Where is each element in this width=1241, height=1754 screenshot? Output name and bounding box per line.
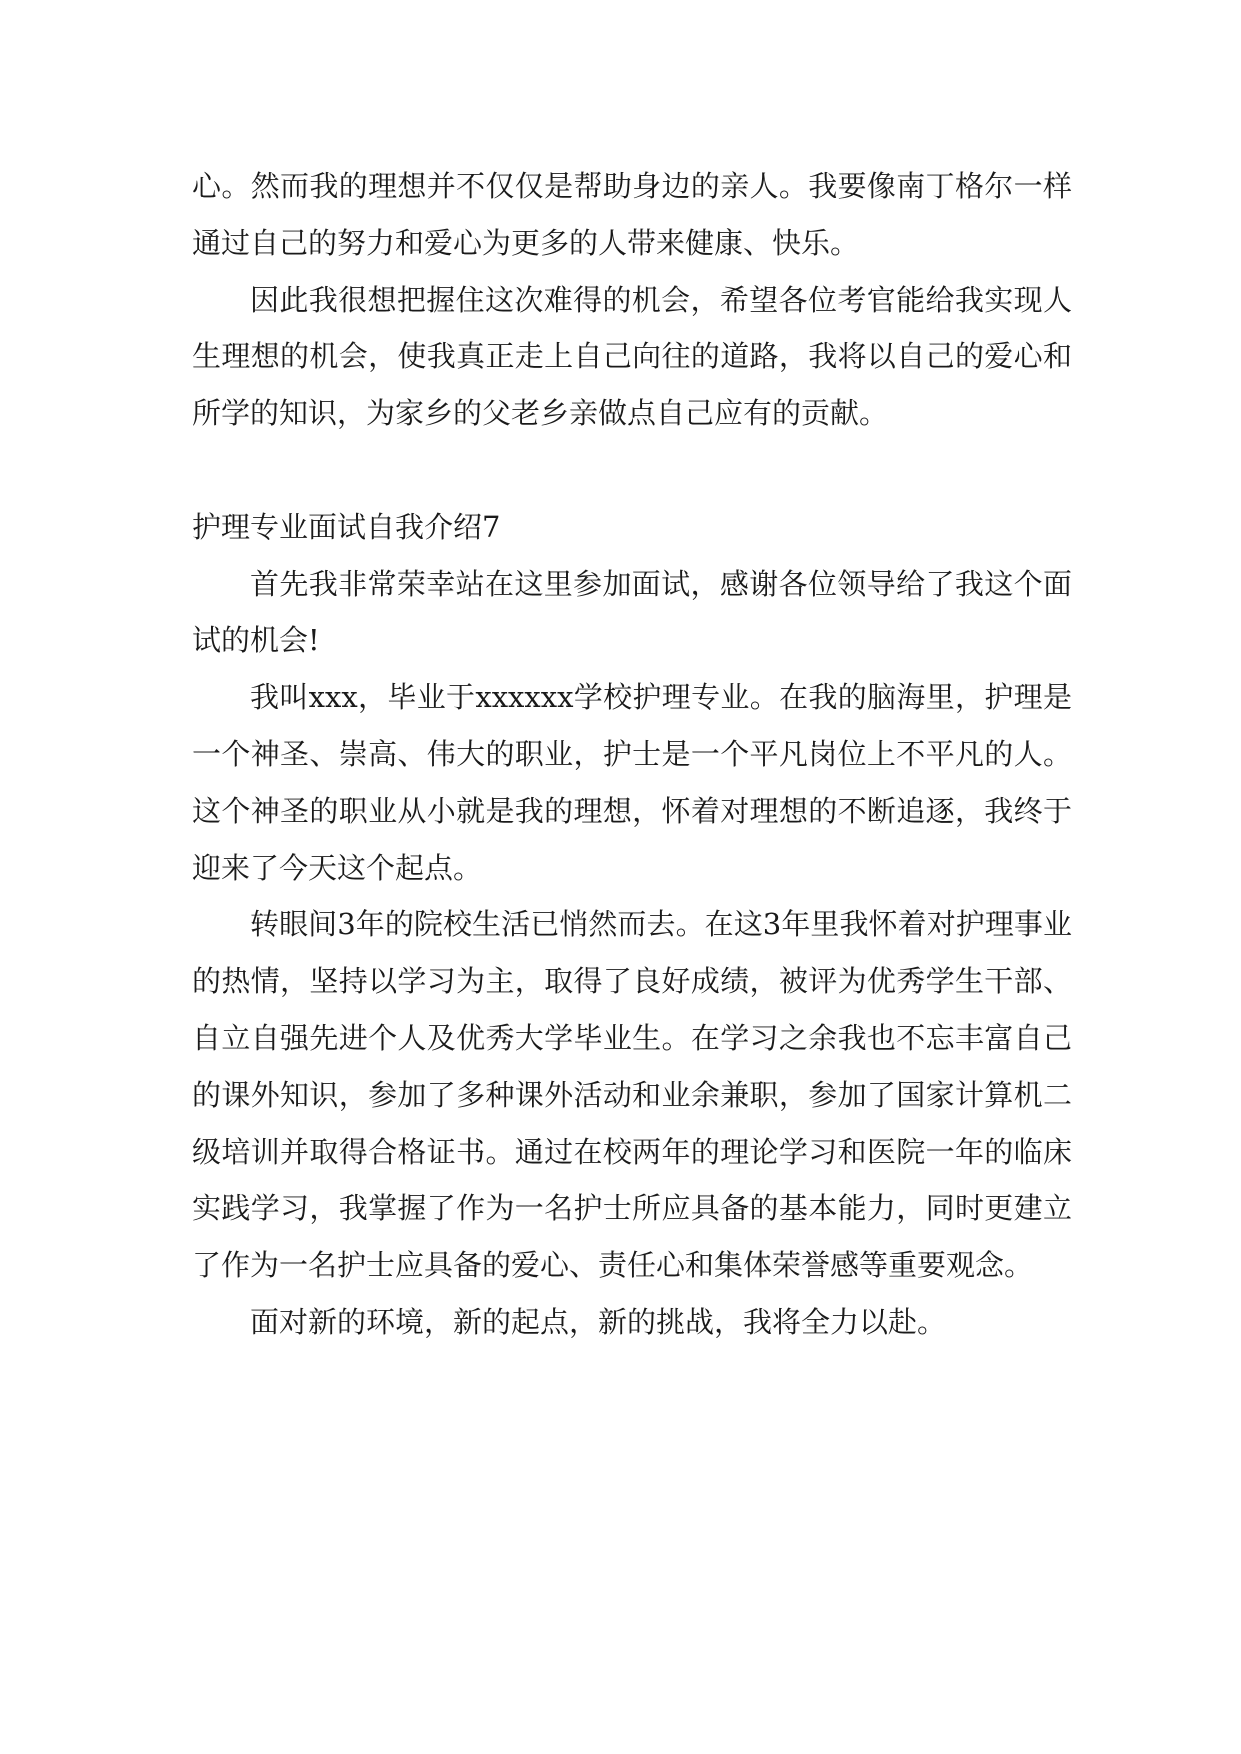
paragraph-continuation: 心。然而我的理想并不仅仅是帮助身边的亲人。我要像南丁格尔一样通过自己的努力和爱心为更多的人带来健康、快乐。 [192, 169, 1072, 260]
paragraph-school-life: 转眼间3年的院校生活已悄然而去。在这3年里我怀着对护理事业的热情，坚持以学习为主，取得了良好成绩，被评为优秀学生干部、自立自强先进个人及优秀大学毕业生。在学习之余我也不忘丰富自己的课外知识，参加了多种课外活动和业余兼职，参加了国家计算机二级培训并取得合格证书。通过在校两年的理论学习和医院一年的临床实践学习，我掌握了作为一名护士所应具备的基本能力，同时更建立了作为一名护士应具备的爱心、责任心和集体荣誉感等重要观念。 [192, 907, 1072, 1283]
paragraph-introduction: 我叫xxx，毕业于xxxxxx学校护理专业。在我的脑海里，护理是一个神圣、崇高、伟大的职业，护士是一个平凡岗位上不平凡的人。这个神圣的职业从小就是我的理想，怀着对理想的不断追逐，我终于迎来了今天这个起点。 [192, 680, 1072, 885]
paragraph-closing: 面对新的环境，新的起点，新的挑战，我将全力以赴。 [250, 1304, 947, 1339]
document-body [192, 158, 1072, 1351]
paragraph-greeting: 首先我非常荣幸站在这里参加面试，感谢各位领导给了我这个面试的机会! [192, 566, 1072, 658]
paragraph-opportunity: 因此我很想把握住这次难得的机会，希望各位考官能给我实现人生理想的机会，使我真正走上自己向往的道路，我将以自己的爱心和所学的知识，为家乡的父老乡亲做点自己应有的贡献。 [192, 282, 1072, 431]
section-heading: 护理专业面试自我介绍7 [192, 509, 501, 544]
